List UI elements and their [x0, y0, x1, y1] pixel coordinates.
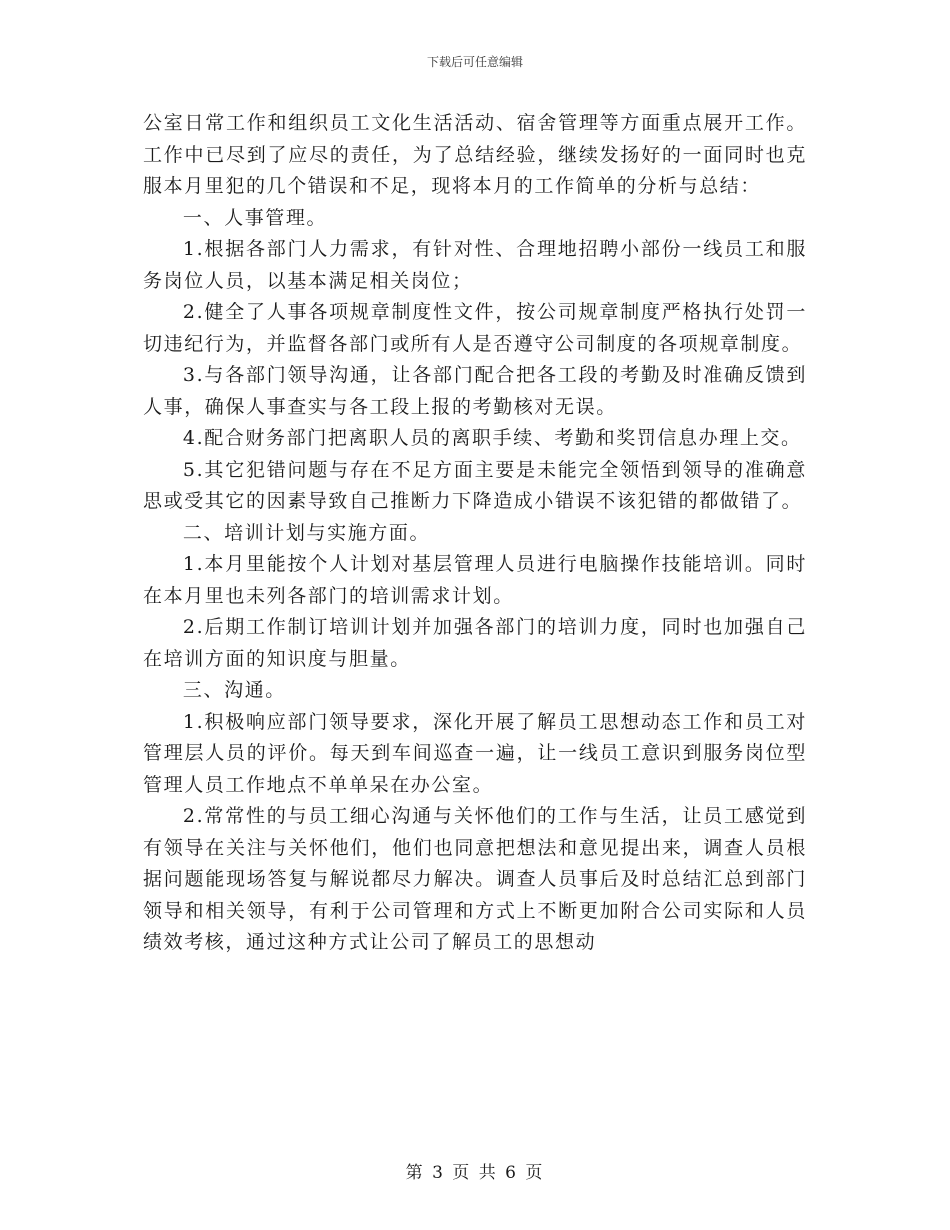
paragraph-personnel-1: 1.根据各部门人力需求，有针对性、合理地招聘小部份一线员工和服务岗位人员，以基本满足相关岗位；	[143, 238, 807, 292]
page-header: 下载后可任意编辑	[426, 55, 523, 69]
document-body	[143, 108, 807, 959]
paragraph-training-2: 2.后期工作制订培训计划并加强各部门的培训力度，同时也加强自己在培训方面的知识度与胆量。	[143, 616, 807, 670]
paragraph-training-1: 1.本月里能按个人计划对基层管理人员进行电脑操作技能培训。同时在本月里也未列各部门的培训需求计划。	[143, 553, 807, 607]
paragraph-intro: 公室日常工作和组织员工文化生活活动、宿舍管理等方面重点展开工作。工作中已尽到了应尽的责任，为了总结经验，继续发扬好的一面同时也克服本月里犯的几个错误和不足，现将本月的工作简单的分析与总结：	[143, 112, 807, 197]
paragraph-communication-2: 2.常常性的与员工细心沟通与关怀他们的工作与生活，让员工感觉到有领导在关注与关怀他们，他们也同意把想法和意见提出来，调查人员根据问题能现场答复与解说都尽力解决。调查人员事后及时总结汇总到部门领导和相关领导，有利于公司管理和方式上不断更加附合公司实际和人员绩效考核，通过这种方式让公司了解员工的思想动	[143, 805, 807, 953]
section-heading-communication: 三、沟通。	[182, 679, 286, 701]
section-heading-training: 二、培训计划与实施方面。	[182, 521, 431, 544]
paragraph-communication-1: 1.积极响应部门领导要求，深化开展了解员工思想动态工作和员工对管理层人员的评价。每天到车间巡查一遍，让一线员工意识到服务岗位型管理人员工作地点不单单呆在办公室。	[143, 710, 807, 796]
page-footer: 第 3 页 共 6 页	[405, 1163, 545, 1183]
paragraph-personnel-2: 2.健全了人事各项规章制度性文件，按公司规章制度严格执行处罚一切违纪行为，并监督各部门或所有人是否遵守公司制度的各项规章制度。	[143, 301, 807, 355]
paragraph-personnel-3: 3.与各部门领导沟通，让各部门配合把各工段的考勤及时准确反馈到人事，确保人事查实与各工段上报的考勤核对无误。	[143, 364, 807, 418]
paragraph-personnel-4: 4.配合财务部门把离职人员的离职手续、考勤和奖罚信息办理上交。	[182, 427, 802, 449]
section-heading-personnel: 一、人事管理。	[182, 206, 328, 229]
paragraph-personnel-5: 5.其它犯错问题与存在不足方面主要是未能完全领悟到领导的准确意思或受其它的因素导致自己推断力下降造成小错误不该犯错的都做错了。	[143, 458, 807, 512]
